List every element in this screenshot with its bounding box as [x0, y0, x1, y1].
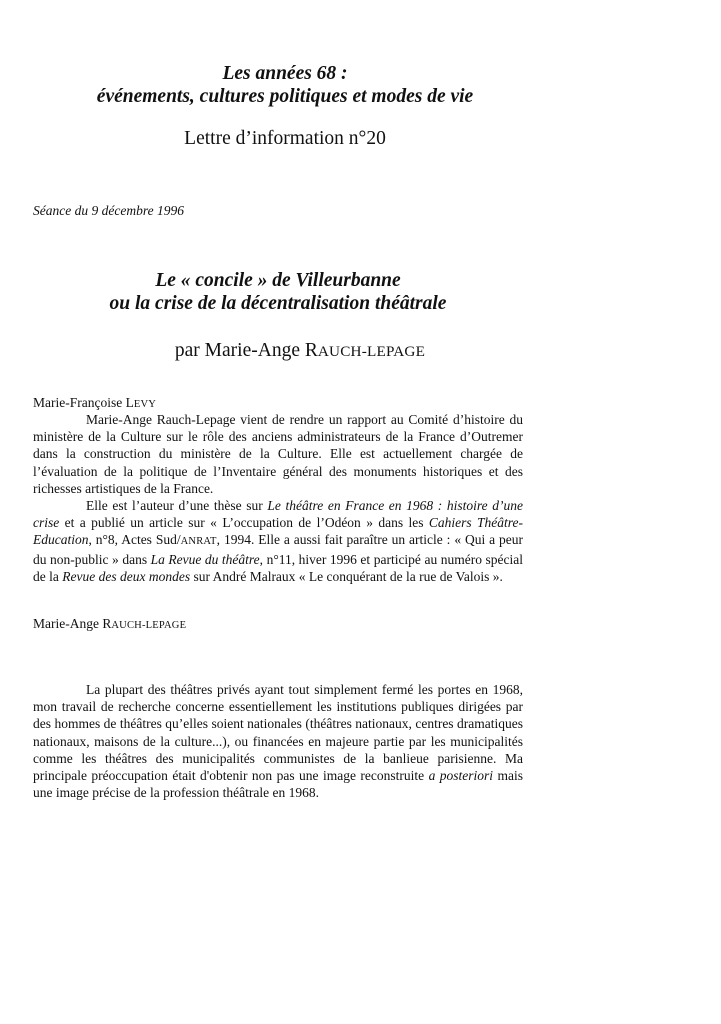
lecture-title-line1: Le « concile » de Villeurbanne	[155, 270, 401, 291]
p2-text-k: sur André Malraux « Le conquérant de la rue de Valois ».	[190, 568, 503, 584]
p2-text-i: , n°11, hiver 1996 et participé au numéro spécial de la	[33, 551, 523, 584]
talk-p1-text-a: La plupart des théâtres privés ayant tout simplement fermé les portes en 1968, mon travail de recherche concerne essentiellement les institutions publiques dirigées par des hommes de théâtres qu’elles soient nationales (théâtres nationaux, centres dramatiques nationaux, maisons de la culture...), ou financées en majeure partie par les municipalités comme les théâtres des municipalités communistes de la banlieue parisienne. Ma principale préoccupation était d'obtenir non pas une image reconstruite	[33, 682, 523, 784]
p2-journal-cahiers: Cahiers Théâtre-Education	[33, 515, 523, 548]
lecture-title-line2: ou la crise de la décentralisation théâtrale	[109, 293, 447, 314]
series-title-line2: événements, cultures politiques et modes de vie	[96, 86, 474, 107]
p2-anrat: ANRAT	[180, 536, 217, 548]
p2-journal-deux-mondes: Revue des deux mondes	[62, 568, 191, 584]
intro-paragraph-2	[33, 497, 523, 585]
talk-p1-text-c: mais une image précise de la profession théâtrale en 1968.	[33, 768, 524, 801]
speaker-talk	[33, 615, 186, 634]
session-date: Séance du 9 décembre 1996	[33, 203, 184, 218]
series-title-line1: Les années 68 :	[222, 63, 348, 84]
newsletter-number: Lettre d’information n°20	[184, 128, 386, 149]
talk-paragraph-1	[33, 681, 523, 801]
p2-thesis-title: Le théâtre en France en 1968 : histoire d’une crise	[33, 498, 523, 531]
intro-paragraph-1: Marie-Ange Rauch-Lepage vient de rendre un rapport au Comité d’histoire du ministère de la Culture sur le rôle des anciens administrateurs de la France d’Outremer dans la construction du ministère de la Culture. Elle est actuellement chargée de l’évaluation de la politique de l’Inventaire général des monuments historiques et des richesses artistiques de la France.	[33, 412, 523, 496]
p2-text-a: Elle est l’auteur d’une thèse sur	[86, 498, 268, 513]
speaker-talk-smallcaps: AUCH-LEPAGE	[111, 620, 187, 631]
p2-text-g: , 1994. Elle a aussi fait paraître un article : « Qui a peur du non-public » dans	[33, 532, 523, 567]
speaker-intro-prefix: Marie-Françoise L	[33, 395, 134, 410]
speaker-intro-smallcaps: EVY	[133, 399, 157, 410]
byline	[0, 339, 600, 364]
byline-surname-smallcaps: AUCH-LEPAGE	[317, 343, 426, 360]
p2-text-c: et a publié un article sur « L’occupation de l’Odéon » dans les	[59, 515, 429, 531]
p2-journal-revue-theatre: La Revue du théâtre	[150, 551, 260, 567]
byline-prefix: par Marie-Ange R	[174, 340, 318, 361]
talk-p1-a-posteriori: a posteriori	[428, 768, 494, 784]
speaker-talk-prefix: Marie-Ange R	[33, 616, 112, 631]
p2-text-e: , n°8, Actes Sud/	[88, 532, 181, 548]
